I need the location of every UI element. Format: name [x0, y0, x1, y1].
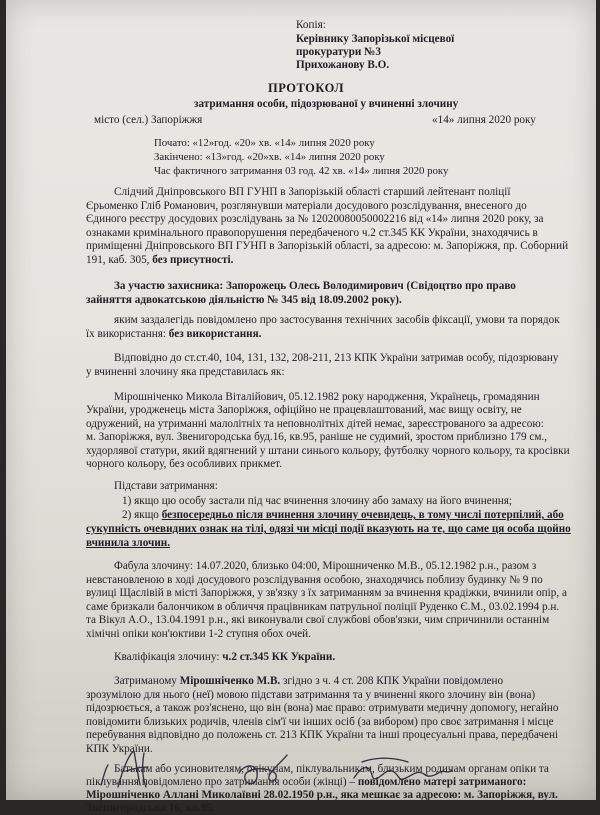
rights-notice-text: КПК України.	[86, 743, 153, 755]
suspect-description: м. Запоріжжя, вул. Звенигородська буд.16, кв.95, раніше не судимий, зростом приблизно 179 см.,	[86, 431, 548, 443]
crime-summary: вулиці Щаслівій в місті Запоріжжя, у зв'язку з їх затриманням за вчинення крадіжки, вчинили опір, а	[86, 587, 567, 599]
document-page	[6, 0, 596, 814]
suspect-description: Мірошніченко Микола Віталійович, 05.12.1982 року народження, Українець, громадянин	[114, 391, 540, 403]
qualification-value: ч.2 ст.345 КК України.	[222, 651, 336, 663]
investigator-text: Єдиного реєстру досудових розслідувань за № 12020080050002216 від «14» липня 2020 року, за	[86, 213, 544, 225]
investigator-text	[86, 254, 233, 267]
relatives-notified: повідомлено матері затриманого:	[357, 776, 527, 788]
technical-means-value: без використання.	[168, 328, 262, 340]
rights-notice-text: повідомити близьких родичів, членів сім'ї чи інших осіб (за вибором) про своє затримання і місце	[86, 716, 554, 728]
ground-item-2-text: сукупність очевидних ознак на тілі, одязі чи місці події вказують на те, що саме ця особа щойно	[86, 523, 571, 535]
copy-recipient-line-3: Прихожанову В.О.	[296, 59, 390, 71]
suspect-description: худорлявої статури, який вдягнений у штани синього кольору, футболку чорного кольору, та кросівки	[86, 445, 570, 457]
address-end: 191, каб. 305,	[86, 254, 153, 266]
qualification-label: Кваліфікація злочину:	[114, 651, 223, 663]
investigator-text: Єрьоменко Гліб Романович, розглянувши матеріали досудового розслідування, внесеного до	[86, 200, 527, 212]
document-subtitle: затримання особи, підозрюваної у вчиненні злочину	[194, 98, 459, 110]
defender-certificate: зайняття адвокатською діяльністю № 345 від 18.09.2002 року).	[86, 294, 402, 306]
copy-recipient-line-2: прокуратури №3	[296, 46, 381, 58]
document-title: ПРОТОКОЛ	[268, 81, 345, 95]
rights-notice-text: зрозумілою для нього (неї) мовою підстави затримання та у вчиненні якого злочину він (вона)	[86, 689, 536, 701]
rights-notice-text: згідно з ч. 4 ст. 208 КПК України повідомлено	[280, 675, 504, 687]
ground-item-1: 1) якщо цю особу застали під час вчинення злочину або замаху на його вчинення;	[122, 495, 512, 507]
ground-item-2-number: 2) якщо	[122, 509, 162, 521]
grounds-label: Підстави затримання:	[114, 480, 218, 492]
suspect-description: України, уродженець міста Запоріжжя, офіційно не працевлаштований, має вищу освіту, не	[86, 404, 522, 416]
crime-summary: та Вікул А.О., 13.04.1991 р.н., які виконували свої службові обов'язки, чим спричинили останнім	[86, 614, 550, 626]
copy-recipient-line-1: Керівнику Запорізької місцевої	[296, 33, 455, 45]
crime-summary: Фабула злочину: 14.07.2020, близько 04:00, Мірошниченко М.В., 05.12.1982 р.н., разом з	[114, 560, 537, 572]
relatives-notice: Батькам або усиновителям, опікунам, піклувальникам, близьким родичам органам опіки та	[114, 763, 549, 775]
rights-notice-text: підозрюється, а також роз'яснено, що він (вона) має право: отримувати медичну допомогу, негайно	[86, 702, 559, 714]
relatives-notice-text: піклування повідомлено про затримання особи (жінці) –	[86, 776, 358, 788]
time-finished: Закінчено: «13»год. «20»хв. «14» липня 2020 року	[154, 151, 385, 163]
investigator-text: приміщенні Дніпровського ВП ГУНП в Запорізькій області, за адресою: м. Запоріжжя, пр. Соборний	[86, 240, 569, 252]
investigator-text: Слідчий Дніпровського ВП ГУНП в Запорізькій області старший лейтенант поліції	[114, 186, 511, 198]
detention-basis-text: у вчиненні злочину яка представилась як:	[86, 366, 285, 378]
signature-1	[96, 745, 166, 795]
rights-notice-text: Затриманому	[114, 675, 180, 687]
time-actual-detention: Час фактичного затримання 03 год. 42 хв. «14» липня 2020 року	[154, 165, 449, 177]
suspect-description: одружений, на утриманні малолітніх та неповнолітніх дітей немає, зареєстрованого за адресою:	[86, 418, 544, 430]
qualification	[114, 651, 335, 664]
crime-summary: саме бризкали балончиком в обличчя працівникам патрульної поліції Руденко Є.М., 03.02.1994 р.н.	[86, 601, 560, 613]
document-date: «14» липня 2020 року	[432, 114, 536, 126]
rights-notice-text: перебування відповідно до положень ст. 213 КПК України та інші процесуальні права, передбачені	[86, 729, 559, 741]
investigator-text: ознаками кримінального правопорушення передбаченого ч.2 ст.345 КК України, знаходячись в	[86, 227, 538, 239]
city-field: місто (сел.) Запоріжжя	[94, 114, 203, 126]
detainee-name: Мірошніченко М.В.	[179, 675, 281, 687]
rights-notice	[114, 675, 503, 688]
mother-details: Мірошніченко Аллані Миколаївні 28.02.1950 р.н., яка мешкає за адресою: м. Запоріжжя, вул.	[86, 789, 558, 801]
presence-status: без присутності.	[152, 254, 234, 266]
signature-3	[348, 748, 458, 793]
crime-summary: хімічні опіки кон'юктиви 1-2 ступня обох очей.	[86, 628, 311, 640]
detention-basis-text: Відповідно до ст.ст.40, 104, 131, 132, 208-211, 213 КПК України затримав особу, підозрювану	[114, 352, 559, 364]
mother-address: Звенигородська 16, кв.95.	[86, 802, 215, 814]
suspect-description: чорного кольору, без особливих прикмет.	[86, 458, 283, 470]
signature-2	[231, 745, 301, 795]
ground-item-2-text: безпосередньо після вчинення злочину очевидець, в тому числі потерпілий, або	[161, 509, 564, 521]
ground-item-2	[122, 509, 564, 522]
defender-line: За участю захисника: Запорожець Олесь Володимирович (Свідоцтво про право	[114, 280, 516, 292]
technical-means-text	[86, 328, 261, 341]
time-started: Почато: «12»год. «20» хв. «14» липня 2020 року	[154, 137, 375, 149]
technical-means-text: яким заздалегідь повідомлено про застосування технічних засобів фіксації, умови та порядок	[114, 314, 560, 326]
crime-summary: невстановленою в ході досудового розслідування особою, знаходячись поблизу будинку № 9 по	[86, 574, 543, 586]
technical-means-label: їх використання:	[86, 328, 169, 340]
copy-label: Копія:	[296, 19, 326, 31]
ground-item-2-text: вчинила злочин.	[86, 537, 171, 549]
